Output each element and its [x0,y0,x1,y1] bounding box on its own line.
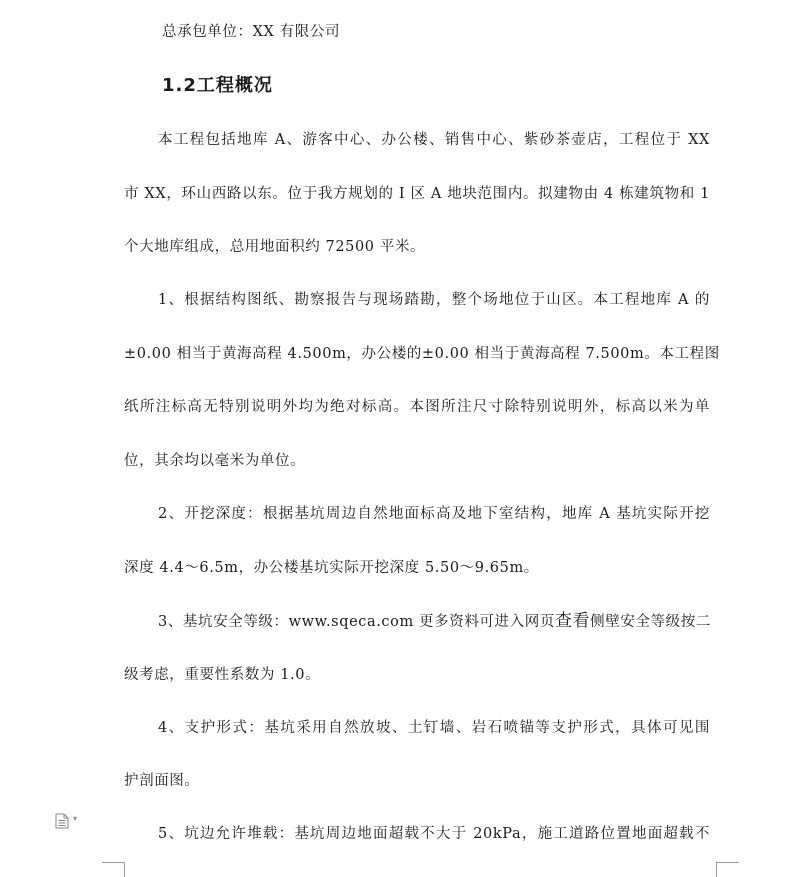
paragraph-6-line-1: 5、坑边允许堆载：基坑周边地面超载不大于 20kPa，施工道路位置地面超载不 [158,826,710,842]
paragraph-1-line-3: 个大地库组成，总用地面积约 72500 平米。 [124,239,426,255]
paragraph-4-text-c: 侧壁安全等级按二 [590,614,711,630]
paragraph-4-text-a: 3、基坑安全等级：www.sqeca.com 更多资料可进入网页 [158,614,555,630]
paragraph-5-line-1: 4、支护形式：基坑采用自然放坡、土钉墙、岩石喷锚等支护形式，具体可见围 [158,720,710,736]
paragraph-2-line-4: 位，其余均以毫米为单位。 [124,453,306,469]
paragraph-2-line-1: 1、根据结构图纸、勘察报告与现场踏勘，整个场地位于山区。本工程地库 A 的 [158,292,710,308]
paragraph-4-line-2: 级考虑，重要性系数为 1.0。 [124,667,321,683]
paragraph-2-line-2: ±0.00 相当于黄海高程 4.500m，办公楼的±0.00 相当于黄海高程 7.500m。本工程图 [124,346,720,362]
chevron-down-icon[interactable]: ▾ [73,814,78,823]
paragraph-2-line-3: 纸所注标高无特别说明外均为绝对标高。本图所注尺寸除特别说明外，标高以米为单 [124,399,710,415]
contractor-line: 总承包单位：XX 有限公司 [162,24,341,40]
paragraph-3-line-2: 深度 4.4～6.5m，办公楼基坑实际开挖深度 5.50～9.65m。 [124,560,539,576]
paragraph-1-line-1: 本工程包括地库 A、游客中心、办公楼、销售中心、紫砂茶壶店，工程位于 XX [158,132,710,148]
document-icon-svg [55,813,69,829]
document-icon[interactable] [55,813,69,829]
paragraph-3-line-1: 2、开挖深度：根据基坑周边自然地面标高及地下室结构，地库 A 基坑实际开挖 [158,506,710,522]
paragraph-4-line-1 [158,611,711,632]
paragraph-5-line-2: 护剖面图。 [124,773,200,789]
paragraph-4-text-b: 查看 [554,611,591,631]
paragraph-1-line-2: 市 XX，环山西路以东。位于我方规划的 I 区 A 地块范围内。拟建物由 4 栋建筑物和 1 [124,186,710,202]
section-heading: 1.2工程概况 [162,75,273,96]
